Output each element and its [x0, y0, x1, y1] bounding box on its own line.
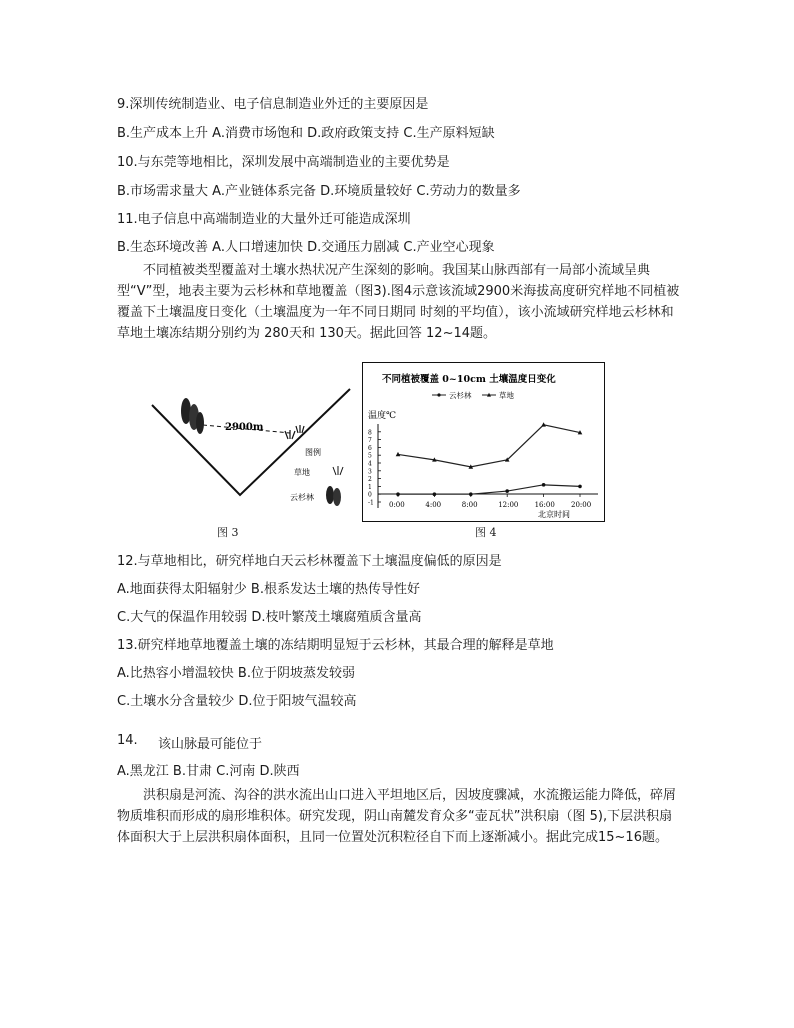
legend-title: 图例: [305, 448, 321, 457]
legend-marker: [437, 393, 440, 396]
chart-title: 不同植被覆盖 0~10cm 土壤温度日变化: [382, 374, 556, 385]
data-point: [396, 492, 400, 496]
x-tick-label: 4:00: [425, 501, 442, 509]
x-tick-label: 20:00: [571, 501, 592, 509]
data-point: [578, 485, 582, 489]
q10-options: B.市场需求量大 A.产业链体系完备 D.环境质量较好 C.劳动力的数量多: [117, 184, 521, 199]
legend-grass-icon: [333, 466, 343, 475]
y-tick-label: 8: [368, 429, 372, 437]
figure-4-chart: [362, 362, 605, 522]
legend-label-1: 草地: [499, 391, 514, 400]
legend-spruce-label: 云杉林: [290, 493, 314, 502]
y-tick-label: 0: [368, 491, 372, 499]
q14-stem: 该山脉最可能位于: [158, 737, 263, 752]
y-tick-label: 6: [368, 444, 372, 452]
figure-3-caption: 图 3: [217, 526, 239, 539]
passage-alluvial-fan: 洪积扇是河流、沟谷的洪水流出山口进入平坦地区后，因坡度骤减，水流搬运能力降低，碎屑物质堆积而形成的扇形堆积体。研究发现，阴山南麓发育众多“壶瓦状”洪积扇（图 5),下层洪积扇体面积大于上层洪积扇体面积，且同一位置处沉积粒径自下而上逐渐减小。据此完成15~16题。: [117, 788, 677, 845]
data-point: [505, 489, 509, 493]
y-tick-label: 4: [368, 460, 372, 468]
legend-grass-label: 草地: [294, 468, 310, 477]
y-tick-label: 5: [368, 452, 372, 460]
spruce-icon: [181, 398, 204, 434]
chart-frame: [363, 363, 605, 522]
data-point: [469, 492, 473, 496]
y-axis-label: 温度℃: [368, 411, 397, 421]
legend-spruce-icon: [326, 486, 341, 506]
q13-options-line2: C.土壤水分含量较少 D.位于阳坡气温较高: [117, 694, 357, 709]
y-tick-label: 2: [368, 476, 372, 484]
q10-stem: 10.与东莞等地相比，深圳发展中高端制造业的主要优势是: [117, 155, 450, 170]
q11-options: B.生态环境改善 A.人口增速加快 D.交通压力剧减 C.产业空心现象: [117, 240, 495, 255]
x-tick-label: 12:00: [498, 501, 519, 509]
y-tick-label: 7: [368, 437, 372, 445]
q12-stem: 12.与草地相比，研究样地白天云杉林覆盖下土壤温度偏低的原因是: [117, 554, 502, 569]
x-tick-label: 16:00: [534, 501, 555, 509]
x-axis-label: 北京时间: [538, 510, 570, 519]
data-point: [433, 492, 437, 496]
q12-options-line1: A.地面获得太阳辐射少 B.根系发达土壤的热传导性好: [117, 582, 420, 597]
q14-number: 14.: [117, 733, 138, 748]
data-point: [542, 483, 546, 487]
altitude-label: 2900m: [225, 422, 264, 433]
figure-3-valley: [140, 375, 360, 540]
q12-options-line2: C.大气的保温作用较弱 D.枝叶繁茂土壤腐殖质含量高: [117, 610, 422, 625]
q13-stem: 13.研究样地草地覆盖土壤的冻结期明显短于云杉林，其最合理的解释是草地: [117, 638, 554, 653]
q11-stem: 11.电子信息中高端制造业的大量外迁可能造成深圳: [117, 212, 411, 227]
y-tick-label: 3: [368, 468, 372, 476]
figure-4-caption: 图 4: [475, 526, 497, 539]
y-tick-label: 1: [368, 483, 372, 491]
y-tick-label: -1: [368, 499, 374, 507]
x-tick-label: 8:00: [461, 501, 478, 509]
q14-options: A.黑龙江 B.甘肃 C.河南 D.陕西: [117, 764, 300, 779]
q9-options: B.生产成本上升 A.消费市场饱和 D.政府政策支持 C.生产原料短缺: [117, 126, 495, 141]
legend-label-0: 云杉林: [449, 391, 472, 400]
q13-options-line1: A.比热容小增温较快 B.位于阴坡蒸发较弱: [117, 666, 355, 681]
q9-stem: 9.深圳传统制造业、电子信息制造业外迁的主要原因是: [117, 97, 429, 112]
x-tick-label: 0:00: [389, 501, 405, 509]
passage-vegetation: 不同植被类型覆盖对土壤水热状况产生深刻的影响。我国某山脉西部有一局部小流域呈典型“V”型，地表主要为云杉林和草地覆盖（图3).图4示意该流域2900米海拔高度研究样地不同植被覆盖下土壤温度日变化（土壤温度为一年不同日期同 时刻的平均值），该小流域研究样地云杉林和草地土壤冻结期分别约为 280天和 130天。据此回答 12~14题。: [117, 263, 680, 341]
